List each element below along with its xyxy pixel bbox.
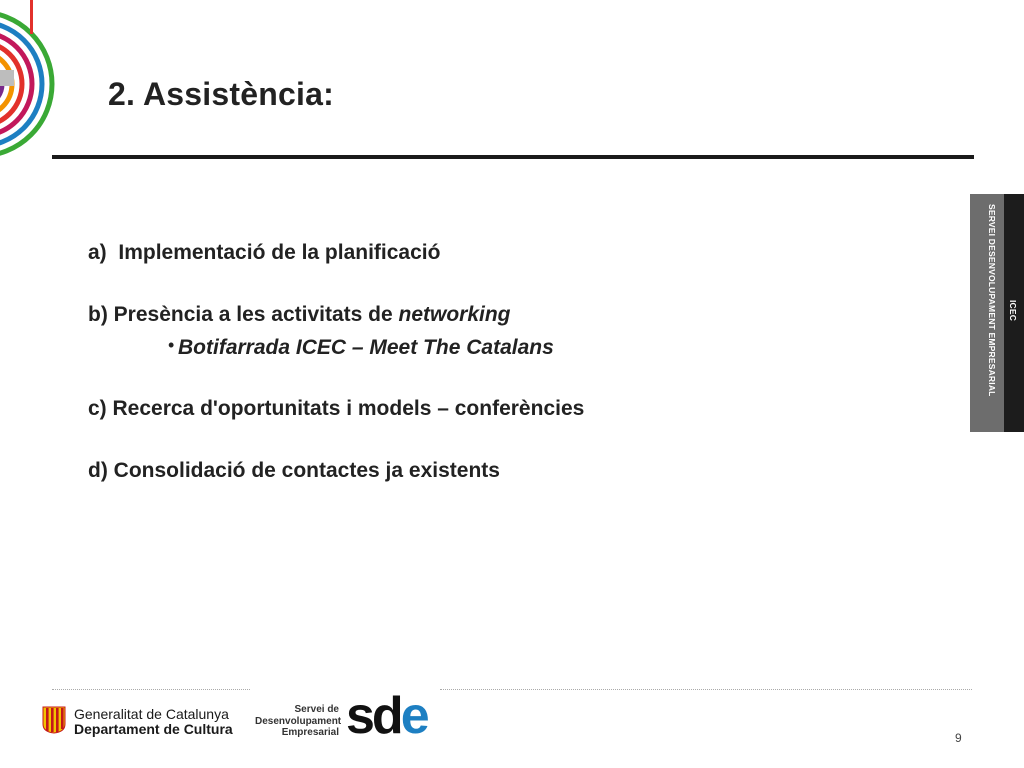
title-divider [52,155,974,159]
generalitat-line2: Departament de Cultura [74,721,233,737]
generalitat-shield-icon [42,706,66,734]
sde-logo [346,687,427,745]
icec-arcs-logo-icon [0,0,70,165]
list-item-c [88,397,584,421]
sde-wordmark [255,704,342,739]
generalitat-line1: Generalitat de Catalunya [74,706,229,722]
list-item-c-text: c) Recerca d'oportunitats i models – conferències [88,397,585,420]
sde-line3: Empresarial [281,727,339,738]
sde-line1: Servei de [294,704,339,715]
list-item-a [88,241,440,265]
list-item-b-italic: networking [398,303,511,326]
sub-bullet-text: Botifarrada ICEC – Meet The Catalans [178,336,554,359]
page-number: 9 [955,731,962,745]
sde-line2: Desenvolupament [255,715,342,727]
generalitat-wordmark [74,707,233,737]
list-item-d [88,459,500,483]
bullet-icon: • [168,335,175,355]
sde-logo-s: s [346,687,372,745]
list-item-b-text: b) Presència a les activitats de [88,303,399,326]
list-item-b [88,303,511,327]
list-item-a-text: Implementació de la planificació [118,241,441,264]
side-tab-label-icec: ICEC [1008,300,1018,322]
list-item-d-text: d) Consolidació de contactes ja existents [88,459,500,482]
side-tab-label-sde: SERVEI DESENVOLUPAMENT EMPRESARIAL [987,204,997,397]
page-title: 2. Assistència: [108,76,334,112]
footer-divider-right [440,689,972,690]
sde-logo-d: d [371,687,401,745]
footer-divider-left [52,689,250,690]
side-tab [970,194,1024,432]
list-item-a-prefix: a) [88,241,107,264]
sde-logo-e: e [400,687,427,745]
